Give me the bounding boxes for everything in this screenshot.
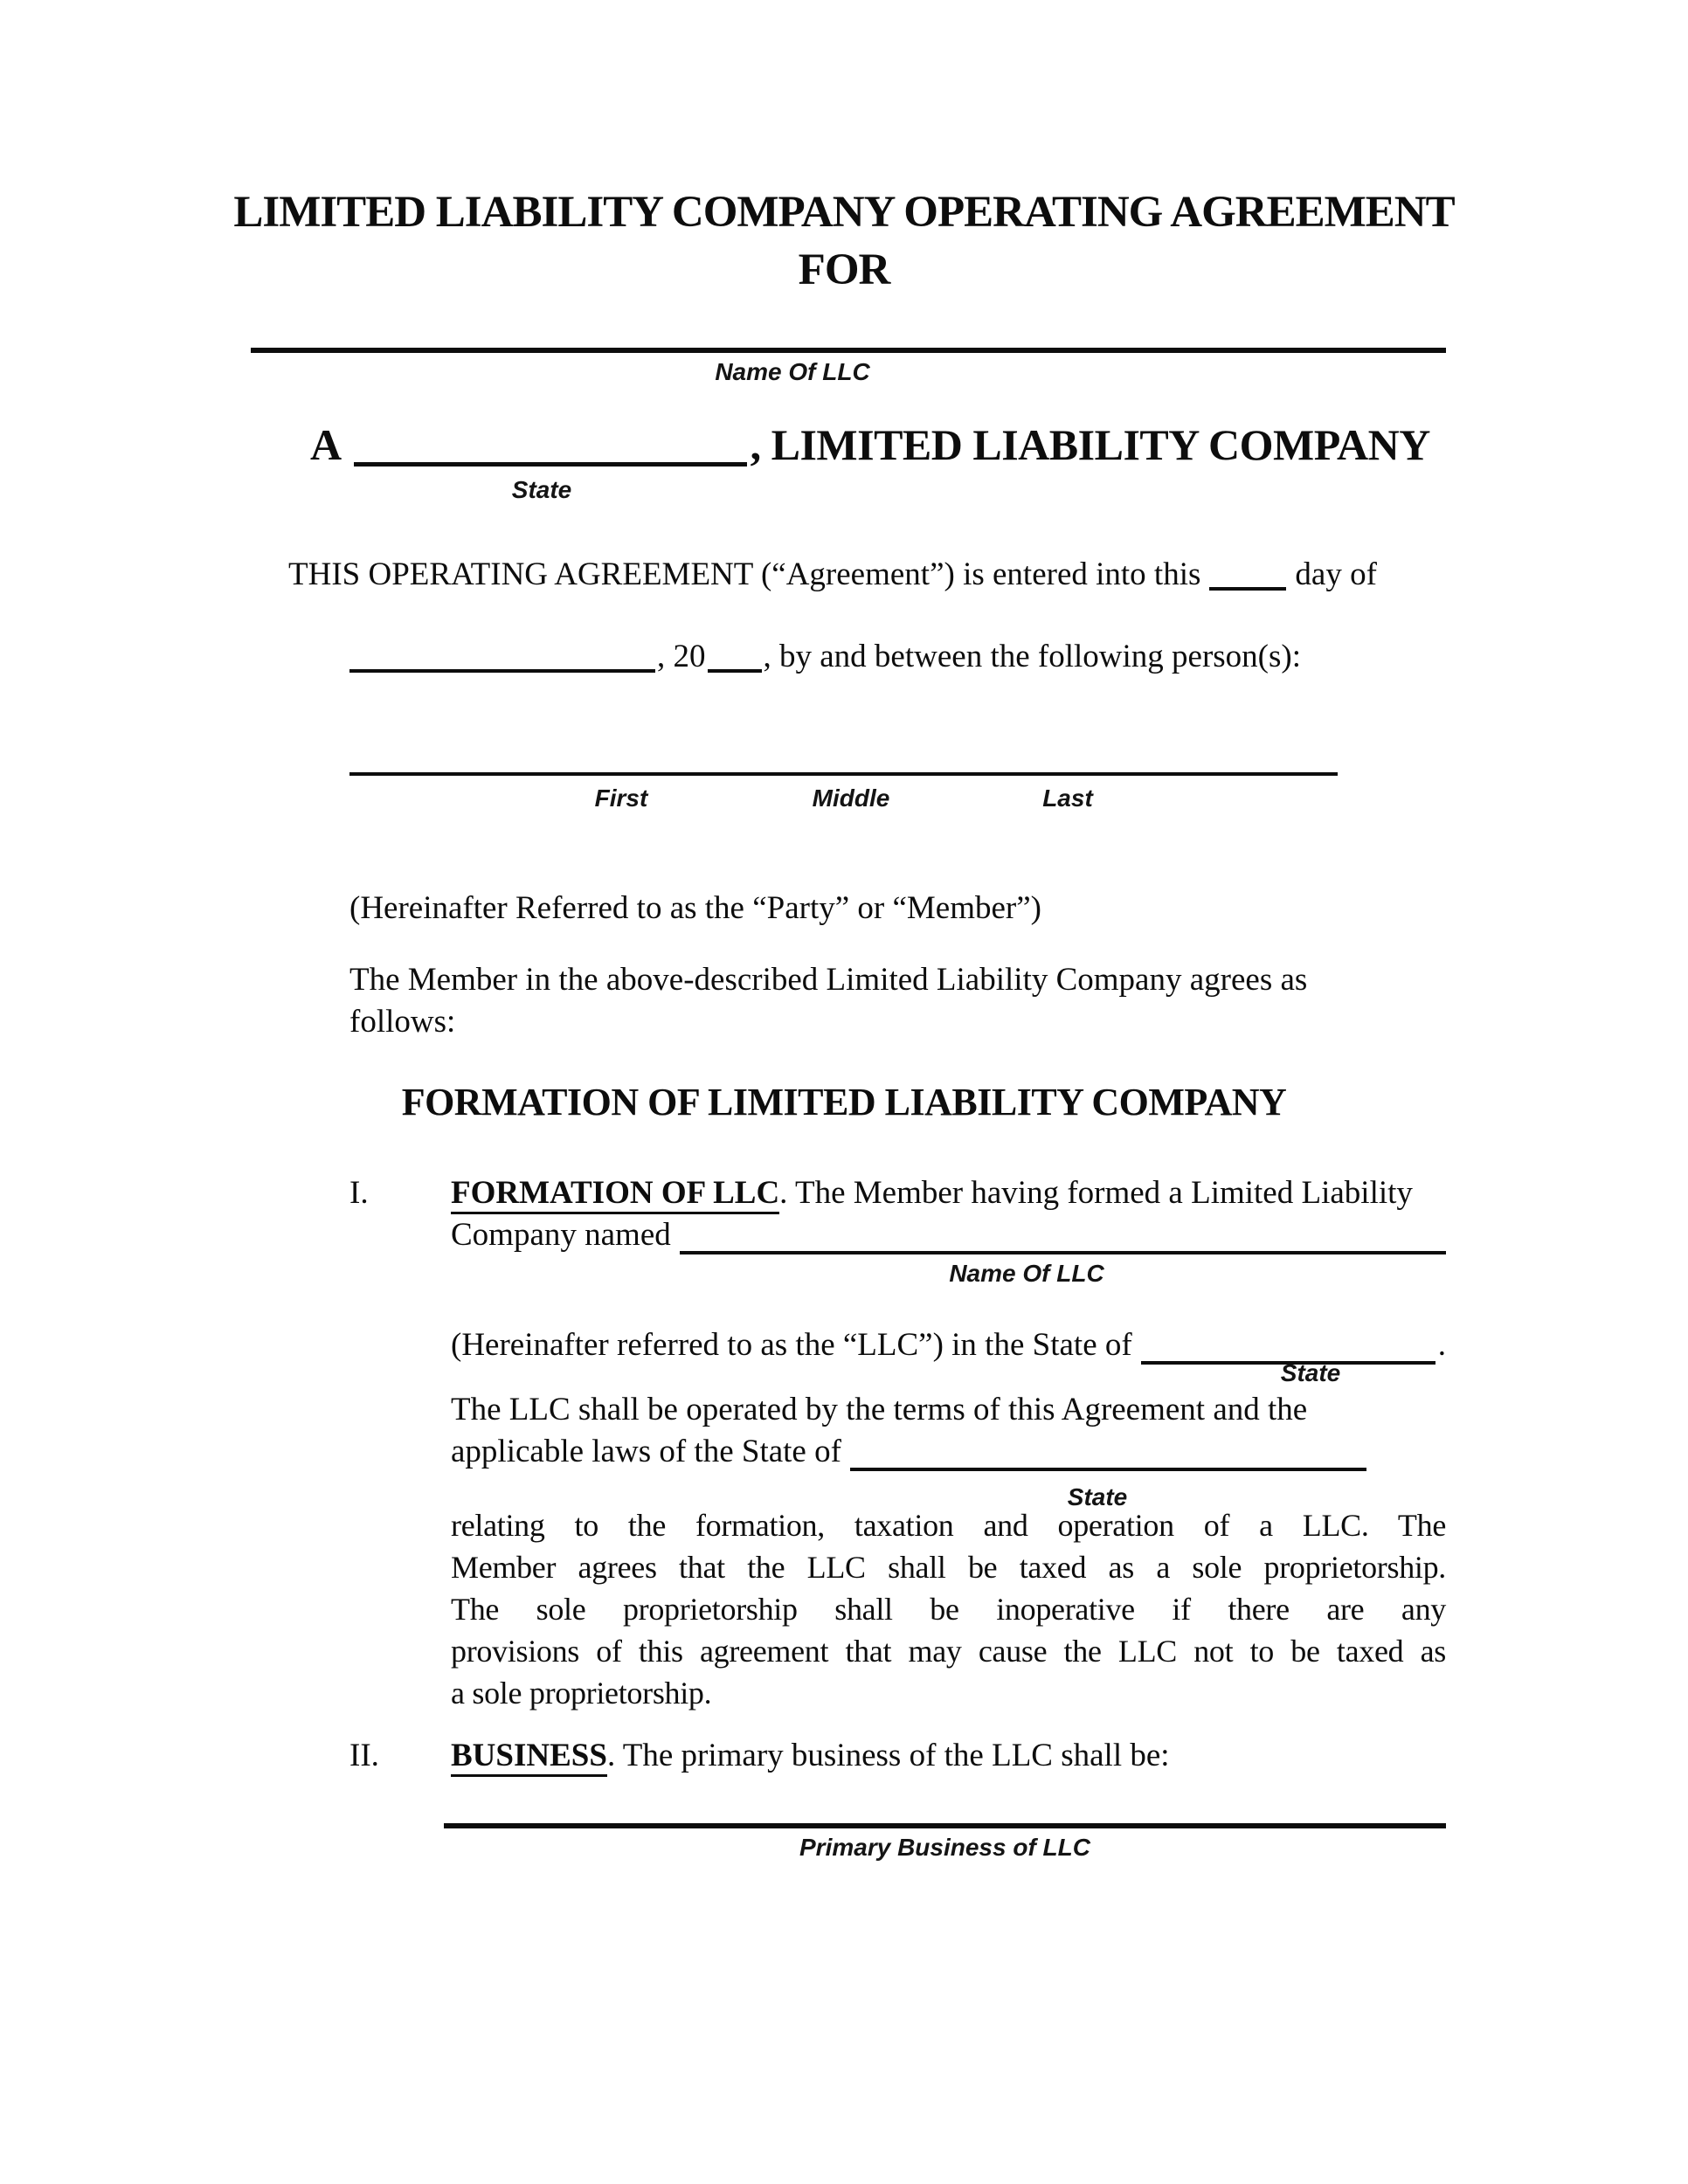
intro-line-2-text-b: , by and between the following person(s): [763,639,1301,674]
section-i-line1-rest: . The Member having formed a Limited Liability [779,1175,1413,1211]
section-i-paragraph-line: The sole proprietorship shall be inoperative if there are any [451,1592,1446,1627]
section-i-line4: The LLC shall be operated by the terms of this Agreement and the [451,1392,1308,1427]
llc-name-fill-blank[interactable] [680,1241,1446,1254]
month-fill-blank[interactable] [349,645,655,673]
section-i-line2-text: Company named [451,1217,671,1253]
company-type-suffix: , LIMITED LIABILITY COMPANY [750,420,1430,469]
section-i-line3-period: . [1437,1327,1446,1363]
section-i-line3-text: (Hereinafter referred to as the “LLC”) in the State of [451,1327,1132,1363]
section-ii-numeral: II. [349,1738,379,1773]
section-i-line5-text: applicable laws of the State of [451,1434,841,1469]
section-i-paragraph-line: Member agrees that the LLC shall be taxed as a sole proprietorship. [451,1550,1446,1585]
state-label-2: State [1280,1359,1341,1386]
section-i-term: FORMATION OF LLC [451,1175,779,1214]
section-i-paragraph-line: provisions of this agreement that may cause the LLC not to be taxed as [451,1634,1446,1669]
section-i-numeral: I. [349,1175,369,1211]
document-title [0,183,1688,299]
section-i-paragraph-line: relating to the formation, taxation and operation of a LLC. The [451,1508,1446,1543]
member-name-fill-line[interactable] [349,772,1338,776]
formation-section-heading: FORMATION OF LIMITED LIABILITY COMPANY [401,1081,1287,1123]
first-name-label: First [594,784,648,812]
state-label: State [511,476,572,503]
intro-line-1-text-a: THIS OPERATING AGREEMENT (“Agreement”) is entered into this [288,556,1201,592]
company-type-line [310,419,1430,470]
llc-name-label: Name Of LLC [715,358,870,385]
last-name-label: Last [1042,784,1093,812]
section-i-paragraph [451,1504,1446,1714]
primary-business-label: Primary Business of LLC [799,1834,1090,1861]
section-i-line5 [451,1431,1366,1473]
day-fill-blank[interactable] [1209,563,1286,591]
state-fill-blank-3[interactable] [850,1457,1366,1471]
intro-line-2-text-a: , 20 [657,639,706,674]
state-label-3: State [1067,1483,1128,1510]
intro-line-2 [349,636,1301,678]
section-i-line1 [451,1172,1543,1214]
intro-line-1 [288,554,1377,596]
llc-name-fill-line[interactable] [251,348,1446,353]
company-type-prefix: A [310,420,342,469]
member-agrees-line2: follows: [349,1004,456,1040]
section-i-line2 [451,1214,1446,1256]
intro-line-1-text-b: day of [1295,556,1377,592]
section-ii-term: BUSINESS [451,1738,607,1777]
middle-name-label: Middle [812,784,890,812]
state-fill-blank[interactable] [354,431,747,467]
primary-business-fill-line[interactable] [444,1823,1446,1828]
member-agrees-line1: The Member in the above-described Limited Liability Company agrees as [349,962,1308,998]
section-ii-rest: . The primary business of the LLC shall be: [606,1738,1170,1773]
hereinafter-party-line: (Hereinafter Referred to as the “Party” or “Member”) [349,890,1041,926]
member-agrees-paragraph [349,959,1450,1043]
llc-name-label-2: Name Of LLC [949,1260,1104,1287]
document-title-line2: FOR [798,245,890,294]
section-i-paragraph-line: a sole proprietorship. [451,1676,712,1711]
year-fill-blank[interactable] [708,645,762,673]
section-ii-line1 [451,1735,1543,1777]
document-title-line1: LIMITED LIABILITY COMPANY OPERATING AGREEMENT [233,188,1455,237]
